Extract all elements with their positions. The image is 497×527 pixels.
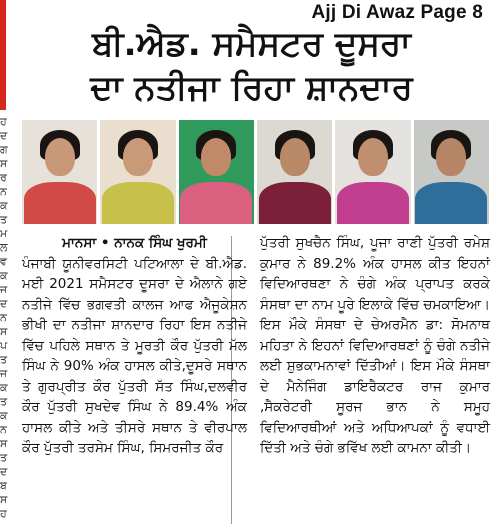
side-strip-char: ਤ bbox=[0, 353, 8, 366]
side-strip-char: ਤ bbox=[0, 395, 8, 408]
adjacent-column-strip bbox=[0, 115, 12, 527]
side-strip-char: ਤ bbox=[0, 451, 8, 464]
side-strip-char: ਬ bbox=[0, 479, 7, 492]
side-strip-char: ਗ bbox=[0, 143, 8, 156]
article-text-left: ਪੰਜਾਬੀ ਯੂਨੀਵਰਸਿਟੀ ਪਟਿਆਲਾ ਦੇ ਬੀ.ਐਡ. ਮਈ 2021 ਸਮੈਸਟਰ ਦੂਸਰਾ ਦੇ ਐਲਾਨੇ ਗਏ ਨਤੀਜੇ ਵਿੱਚ ਭਗਵਤੀ ਕਾਲਜ ਆਫ ਐਜੂਕੇਸ਼ਨ ਭੀਖੀ ਦਾ ਨਤੀਜਾ ਸ਼ਾਨਦਾਰ ਰਿਹਾ ਇਸ ਨਤੀਜੇ ਵਿੱਚ ਪਹਿਲੇ ਸਥਾਨ ਤੇ ਮੂਰਤੀ ਕੌਰ ਪੁੱਤਰੀ ਮੱਲ ਸਿੰਘ ਨੇ 90% ਅੰਕ ਹਾਸਲ ਕੀਤੇ,ਦੂਸਰੇ ਸਥਾਨ ਤੇ ਗੁਰਪ੍ਰੀਤ ਕੌਰ ਪੁੱਤਰੀ ਸੱਤ ਸਿੰਘ,ਦਲਵੀਰ ਕੌਰ ਪੁੱਤਰੀ ਸੁਖਦੇਵ ਸਿੰਘ ਨੇ 89.4% ਅੰਕ ਹਾਸਲ ਕੀਤੇ ਅਤੇ ਤੀਸਰੇ ਸਥਾਨ ਤੇ ਵੀਰਪਾਲ ਕੌਰ ਪੁੱਤਰੀ ਤਰਸੇਮ ਸਿੰਘ, ਸਿਮਰਜੀਤ ਕੌਰ bbox=[22, 255, 247, 456]
side-strip-char: ਮ bbox=[0, 227, 8, 240]
side-strip-char: ਕ bbox=[0, 269, 8, 282]
article-body bbox=[22, 233, 494, 527]
byline: ਮਾਨਸਾ • ਨਾਨਕ ਸਿੰਘ ਖੁਰਮੀ bbox=[62, 235, 207, 251]
side-strip-char: ਹ bbox=[0, 115, 7, 128]
article-column-left bbox=[22, 233, 247, 459]
side-strip-char: ਨ bbox=[0, 423, 7, 436]
side-strip-char: ਕ bbox=[0, 381, 8, 394]
student-photo-2 bbox=[100, 120, 175, 224]
student-photo-6 bbox=[414, 120, 489, 224]
side-strip-char: ਸ bbox=[0, 493, 8, 506]
article-text-right: ਪੁੱਤਰੀ ਸੁਖਚੈਨ ਸਿੰਘ, ਪੂਜਾ ਰਾਣੀ ਪੁੱਤਰੀ ਰਮੇਸ਼ ਕੁਮਾਰ ਨੇ 89.2% ਅੰਕ ਹਾਸਲ ਕੀਤ ਇਹਨਾਂ ਵਿਦਿਆਰਥਣਾ ਨੇ ਚੰਗੇ ਅੰਕ ਪ੍ਰਾਪਤ ਕਰਕੇ ਸੰਸਥਾ ਦਾ ਨਾਮ ਪੂਰੇ ਇਲਾਕੇ ਵਿੱਚ ਚਮਕਾਇਆ। ਇਸ ਮੌਕੇ ਸੰਸਥਾ ਦੇ ਚੇਅਰਮੈਨ ਡਾ: ਸੋਮਨਾਥ ਮਹਿਤਾ ਨੇ ਇਹਨਾਂ ਵਿਦਿਆਰਥਣਾਂ ਨੂੰ ਚੰਗੇ ਨਤੀਜੇ ਲਈ ਸ਼ੁਭਕਾਮਨਾਵਾਂ ਦਿੱਤੀਆਂ। ਇਸ ਮੌਕੇ ਸੰਸਥਾ ਦੇ ਮੈਨੇਜਿੰਗ ਡਾਇਰੈਕਟਰ ਰਾਜ ਕੁਮਾਰ ,ਸੈਕਰੇਟਰੀ ਸੂਰਜ ਭਾਨ ਨੇ ਸਮੂਹ ਵਿਦਿਆਰਥੀਆਂ ਅਤੇ ਅਧਿਆਪਕਾਂ ਨੂੰ ਵਧਾਈ ਦਿੱਤੀ ਅਤੇ ਚੰਗੇ ਭਵਿੱਖ ਲਈ ਕਾਮਨਾ ਕੀਤੀ। bbox=[260, 235, 490, 456]
side-strip-char: ਸ bbox=[0, 437, 8, 450]
side-strip-char: ਦ bbox=[0, 297, 8, 310]
student-photo-5 bbox=[335, 120, 410, 224]
side-strip-char: ਪ bbox=[0, 339, 8, 352]
side-strip-char: ਲ bbox=[0, 241, 8, 254]
article-column-right bbox=[260, 233, 490, 459]
student-photo-strip bbox=[22, 120, 489, 224]
student-photo-1 bbox=[22, 120, 97, 224]
side-strip-char: ਨ bbox=[0, 185, 7, 198]
side-strip-char: ਸ bbox=[0, 325, 8, 338]
headline-line-2: ਦਾ ਨਤੀਜਾ ਰਿਹਾ ਸ਼ਾਨਦਾਰ bbox=[90, 68, 413, 108]
side-strip-char: ਕ bbox=[0, 409, 8, 422]
red-accent-bar bbox=[0, 0, 6, 110]
side-strip-char: ਹ bbox=[0, 507, 7, 520]
student-photo-3 bbox=[179, 120, 254, 224]
student-photo-4 bbox=[257, 120, 332, 224]
side-strip-char: ਸ bbox=[0, 157, 8, 170]
side-strip-char: ਕ bbox=[0, 199, 8, 212]
headline-line-1: ਬੀ.ਐਡ. ਸਮੈਸਟਰ ਦੂਸਰਾ bbox=[92, 24, 411, 64]
side-strip-char: ਨ bbox=[0, 311, 7, 324]
side-strip-char: ਦ bbox=[0, 465, 8, 478]
page-tag: Ajj Di Awaz Page 8 bbox=[311, 2, 483, 23]
side-strip-char: ਵ bbox=[0, 255, 7, 268]
side-strip-char: ਰ bbox=[0, 171, 7, 184]
side-strip-char: ਜ bbox=[0, 367, 8, 380]
side-strip-char: ਜ bbox=[0, 283, 8, 296]
side-strip-char: ਤ bbox=[0, 213, 8, 226]
side-strip-char: ਦ bbox=[0, 129, 8, 142]
